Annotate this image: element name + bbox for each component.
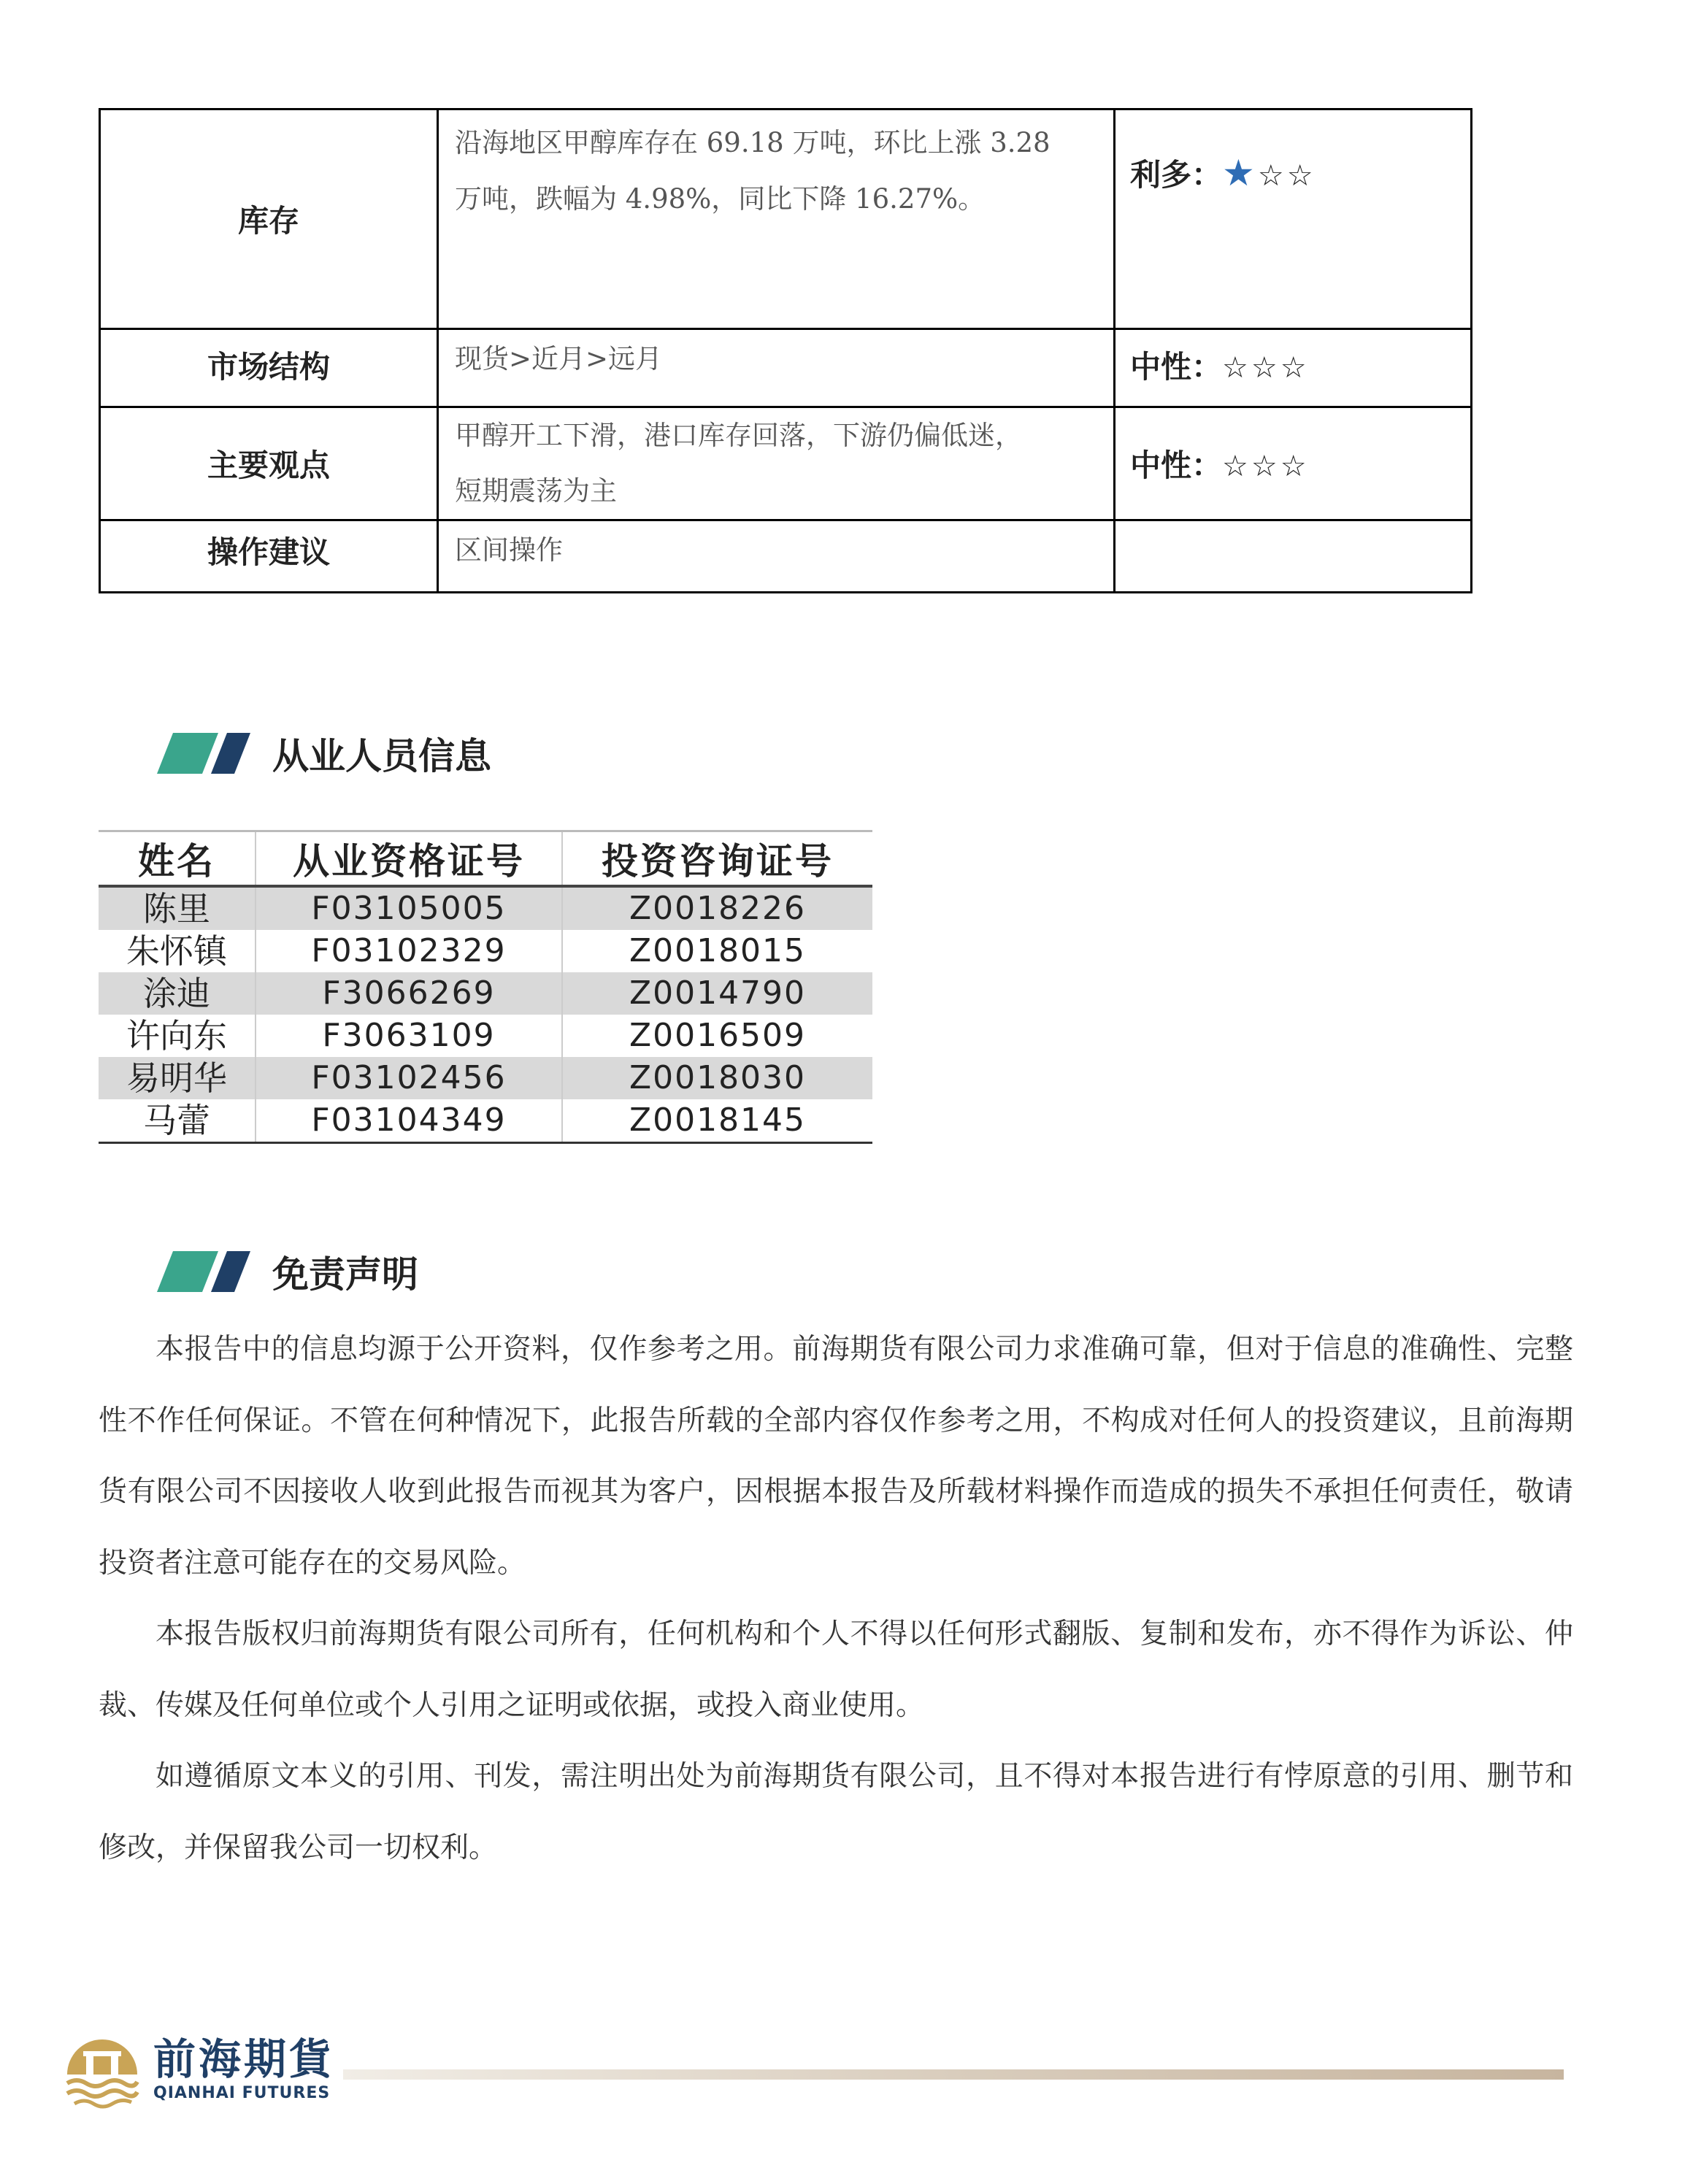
- table-row: [99, 1057, 872, 1099]
- row-rating-empty: [1115, 520, 1472, 593]
- column-header: 姓名: [99, 831, 256, 887]
- qualification-id: F3066269: [256, 972, 562, 1015]
- row-label: 操作建议: [100, 520, 438, 593]
- table-row: [100, 520, 1472, 593]
- consulting-id: Z0018030: [562, 1057, 872, 1099]
- logo-chinese-name: 前海期貨: [153, 2034, 335, 2084]
- row-label: 库存: [100, 109, 438, 329]
- rating-label: 中性：: [1130, 349, 1223, 385]
- column-header: 从业资格证号: [256, 831, 562, 887]
- row-rating: [1115, 109, 1472, 329]
- consulting-id: Z0018145: [562, 1099, 872, 1143]
- content-line: 现货>近月>远月: [455, 343, 663, 374]
- table-row: [99, 1015, 872, 1057]
- staff-name: 易明华: [99, 1057, 256, 1099]
- table-row: [99, 886, 872, 930]
- row-label: 市场结构: [100, 329, 438, 407]
- rating-label: 利多：: [1130, 157, 1223, 193]
- staff-name: 许向东: [126, 1016, 227, 1056]
- rating-label: 中性：: [1130, 447, 1223, 483]
- disclaimer-paragraph: 本报告中的信息均源于公开资料，仅作参考之用。前海期货有限公司力求准确可靠，但对于信息的准确性、完整性不作任何保证。不管在何种情况下，此报告所载的全部内容仅作参考之用，不构成对任何人的投资建议，且前海期货有限公司不因接收人收到此报告而视其为客户，因根据本报告及所载材料操作而造成的损失不承担任何责任，敬请投资者注意可能存在的交易风险。: [99, 1333, 1573, 1580]
- table-row: [99, 930, 872, 972]
- table-row: [100, 407, 1472, 520]
- disclaimer-paragraph: 如遵循原文本义的引用、刊发，需注明出处为前海期货有限公司，且不得对本报告进行有悖原意的引用、删节和修改，并保留我公司一切权利。: [99, 1760, 1573, 1864]
- row-content: [438, 329, 1115, 407]
- staff-name: 朱怀镇: [126, 931, 227, 971]
- row-content: [438, 109, 1115, 329]
- company-logo: [64, 2029, 334, 2110]
- qualification-id: F03105005: [256, 886, 562, 930]
- staff-name: 马蕾: [99, 1099, 256, 1143]
- qualification-id: F3063109: [256, 1015, 562, 1057]
- content-line: 短期震荡为主: [455, 475, 617, 507]
- row-rating: [1115, 329, 1472, 407]
- consulting-id: Z0018226: [562, 886, 872, 930]
- consulting-id: Z0014790: [562, 972, 872, 1015]
- qualification-id: F03102329: [256, 930, 562, 972]
- content-line: 万吨，跌幅为 4.98%，同比下降 16.27%。: [455, 183, 986, 215]
- table-row: [100, 109, 1472, 329]
- qualification-id: F03102456: [256, 1057, 562, 1099]
- table-row: [99, 972, 872, 1015]
- star-empty-icon: ☆☆☆: [1222, 351, 1310, 385]
- star-empty-icon: ☆☆☆: [1222, 450, 1310, 483]
- consulting-id: Z0018015: [562, 930, 872, 972]
- section-heading-icon: [157, 1248, 250, 1295]
- disclaimer-body: [99, 1314, 1573, 1883]
- table-row: [100, 329, 1472, 407]
- row-content: [438, 520, 1115, 593]
- table-header-row: [99, 831, 872, 887]
- staff-name: 陈里: [99, 886, 256, 930]
- star-empty-icon: ☆☆: [1257, 159, 1316, 193]
- consulting-id: Z0016509: [562, 1015, 872, 1057]
- footer-divider: [343, 2069, 1564, 2080]
- content-line: 区间操作: [455, 534, 563, 566]
- star-filled-icon: ★: [1222, 152, 1258, 194]
- qianhai-logo-icon: [64, 2029, 140, 2110]
- content-line: 甲醇开工下滑，港口库存回落，下游仍偏低迷，: [455, 420, 1022, 451]
- section-heading-icon: [157, 730, 250, 777]
- disclaimer-paragraph: 本报告版权归前海期货有限公司所有，任何机构和个人不得以任何形式翻版、复制和发布，亦不得作为诉讼、仲裁、传媒及任何单位或个人引用之证明或依据，或投入商业使用。: [99, 1618, 1573, 1722]
- staff-section-heading: [157, 730, 491, 777]
- analysis-table: [99, 108, 1472, 593]
- section-title: 从业人员信息: [272, 735, 491, 777]
- row-rating: [1115, 407, 1472, 520]
- content-line: 沿海地区甲醇库存在 69.18 万吨，环比上涨 3.28: [455, 127, 1051, 158]
- section-title: 免责声明: [272, 1253, 418, 1296]
- disclaimer-section-heading: [157, 1248, 418, 1295]
- logo-english-name: QIANHAI FUTURES: [153, 2084, 331, 2102]
- staff-name: 涂迪: [99, 972, 256, 1015]
- qualification-id: F03104349: [256, 1099, 562, 1143]
- row-content: [438, 407, 1115, 520]
- column-header: 投资咨询证号: [562, 831, 872, 887]
- table-row: [99, 1099, 872, 1143]
- row-label: 主要观点: [100, 407, 438, 520]
- staff-table: [99, 830, 872, 1144]
